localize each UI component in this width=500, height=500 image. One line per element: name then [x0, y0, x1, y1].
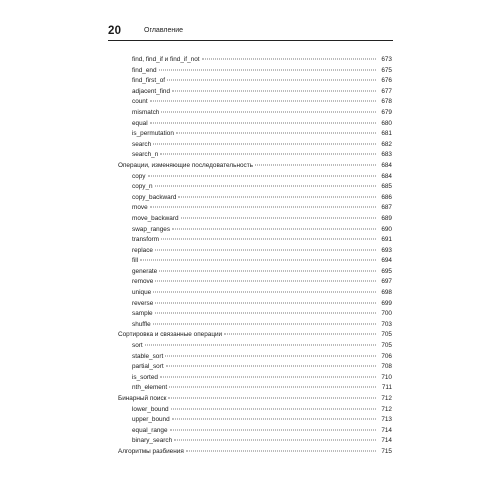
toc-entry-label: Алгоритмы разбиения [118, 447, 184, 455]
toc-subentry [118, 362, 392, 373]
dot-leader [153, 143, 376, 144]
header-title: Оглавление [144, 27, 184, 34]
toc-entry-label: find_end [132, 66, 157, 74]
dot-leader [186, 450, 376, 451]
toc-entry-page: 678 [381, 98, 392, 106]
toc-entry-page: 703 [381, 320, 392, 328]
toc-section-entry [118, 330, 392, 341]
dot-leader [150, 101, 376, 102]
dot-leader [181, 217, 376, 218]
dot-leader [168, 398, 376, 399]
toc-subentry [118, 436, 392, 447]
toc-entry-label: upper_bound [132, 416, 170, 424]
toc-entry-label: is_sorted [132, 373, 158, 381]
running-header [108, 24, 393, 41]
dot-leader [172, 419, 376, 420]
toc-subentry [118, 66, 392, 77]
dot-leader [170, 429, 376, 430]
toc-entry-label: sample [132, 310, 153, 318]
toc-subentry [118, 150, 392, 161]
dot-leader [169, 387, 376, 388]
toc-entry-label: binary_search [132, 437, 173, 445]
toc-entry-label: mismatch [132, 108, 160, 116]
dot-leader [155, 302, 376, 303]
dot-leader [153, 292, 376, 293]
toc-entry-page: 682 [381, 140, 392, 148]
toc-subentry [118, 214, 392, 225]
toc-entry-label: unique [132, 289, 152, 297]
toc-entry-label: is_permutation [132, 130, 174, 138]
toc-entry-page: 681 [381, 130, 392, 138]
toc-entry-page: 679 [381, 108, 392, 116]
dot-leader [150, 207, 376, 208]
toc-subentry [118, 76, 392, 87]
table-of-contents [118, 55, 392, 458]
toc-entry-page: 714 [381, 426, 392, 434]
toc-entry-page: 684 [381, 172, 392, 180]
toc-entry-label: equal [132, 119, 148, 127]
toc-subentry [118, 320, 392, 331]
toc-section-entry [118, 394, 392, 405]
toc-entry-label: move [132, 204, 148, 212]
toc-entry-page: 713 [381, 416, 392, 424]
toc-entry-page: 706 [381, 352, 392, 360]
toc-entry-label: replace [132, 246, 153, 254]
dot-leader [160, 154, 376, 155]
toc-entry-label: search_n [132, 151, 159, 159]
dot-leader [255, 164, 376, 165]
dot-leader [140, 260, 376, 261]
toc-entry-page: 677 [381, 87, 392, 95]
toc-subentry [118, 203, 392, 214]
toc-entry-page: 708 [381, 363, 392, 371]
toc-entry-page: 695 [381, 267, 392, 275]
toc-entry-label: Сортировка и связанные операции [118, 331, 223, 339]
toc-subentry [118, 55, 392, 66]
dot-leader [224, 334, 376, 335]
toc-entry-label: transform [132, 236, 159, 244]
toc-entry-page: 680 [381, 119, 392, 127]
toc-entry-page: 700 [381, 310, 392, 318]
toc-entry-page: 694 [381, 257, 392, 265]
toc-entry-page: 686 [381, 193, 392, 201]
toc-section-entry [118, 161, 392, 172]
toc-entry-label: generate [132, 267, 158, 275]
toc-entry-label: copy_backward [132, 193, 177, 201]
dot-leader [160, 376, 376, 377]
toc-entry-label: find, find_if и find_if_not [132, 56, 200, 63]
toc-entry-page: 684 [381, 161, 392, 169]
toc-entry-label: shuffle [132, 320, 151, 328]
toc-subentry [118, 140, 392, 151]
toc-subentry [118, 97, 392, 108]
toc-entry-page: 673 [381, 56, 392, 63]
toc-entry-label: copy_n [132, 183, 153, 191]
dot-leader [155, 186, 376, 187]
toc-subentry [118, 87, 392, 98]
toc-subentry [118, 172, 392, 183]
toc-subentry [118, 341, 392, 352]
dot-leader [161, 239, 376, 240]
toc-entry-page: 698 [381, 289, 392, 297]
toc-subentry [118, 299, 392, 310]
toc-entry-page: 714 [381, 437, 392, 445]
toc-entry-label: lower_bound [132, 405, 169, 413]
toc-subentry [118, 405, 392, 416]
toc-subentry [118, 309, 392, 320]
dot-leader [166, 366, 376, 367]
toc-subentry [118, 246, 392, 257]
toc-subentry [118, 182, 392, 193]
toc-subentry [118, 256, 392, 267]
dot-leader [178, 196, 376, 197]
page-number: 20 [108, 25, 122, 37]
toc-entry-label: equal_range [132, 426, 168, 434]
dot-leader [172, 228, 376, 229]
toc-entry-page: 685 [381, 183, 392, 191]
toc-subentry [118, 225, 392, 236]
toc-entry-page: 705 [381, 342, 392, 350]
toc-entry-page: 691 [381, 236, 392, 244]
toc-entry-page: 693 [381, 246, 392, 254]
dot-leader [174, 440, 376, 441]
toc-entry-page: 675 [381, 66, 392, 74]
dot-leader [202, 59, 376, 60]
toc-entry-label: stable_sort [132, 352, 164, 360]
toc-entry-label: find_first_of [132, 77, 166, 85]
toc-entry-page: 690 [381, 225, 392, 233]
dot-leader [159, 270, 376, 271]
dot-leader [172, 90, 376, 91]
dot-leader [145, 345, 376, 346]
toc-subentry [118, 277, 392, 288]
toc-entry-label: search [132, 140, 152, 148]
toc-entry-page: 712 [381, 395, 392, 402]
dot-leader [176, 133, 376, 134]
dot-leader [150, 122, 376, 123]
toc-subentry [118, 119, 392, 130]
toc-entry-label: adjacent_find [132, 87, 171, 95]
toc-entry-label: Операции, изменяющие последовательность [118, 161, 253, 169]
toc-subentry [118, 267, 392, 278]
toc-entry-label: move_backward [132, 214, 179, 222]
toc-subentry [118, 129, 392, 140]
toc-entry-page: 676 [381, 77, 392, 85]
toc-subentry [118, 415, 392, 426]
dot-leader [159, 69, 376, 70]
toc-subentry [118, 426, 392, 437]
dot-leader [155, 281, 376, 282]
toc-entry-label: count [132, 98, 148, 106]
toc-entry-label: reverse [132, 299, 154, 307]
toc-entry-page: 715 [381, 447, 392, 455]
toc-entry-label: copy [132, 172, 146, 180]
dot-leader [165, 355, 376, 356]
toc-entry-page: 683 [381, 151, 392, 159]
dot-leader [155, 249, 376, 250]
dot-leader [167, 80, 376, 81]
toc-entry-label: sort [132, 342, 143, 350]
toc-entry-page: 705 [381, 331, 392, 339]
toc-subentry [118, 352, 392, 363]
dot-leader [155, 313, 376, 314]
dot-leader [148, 175, 377, 176]
toc-subentry [118, 108, 392, 119]
toc-entry-label: swap_ranges [132, 225, 171, 233]
toc-entry-label: fill [132, 257, 139, 265]
toc-subentry [118, 235, 392, 246]
toc-subentry [118, 193, 392, 204]
toc-entry-page: 697 [381, 278, 392, 286]
toc-subentry [118, 383, 392, 394]
toc-entry-label: nth_element [132, 384, 168, 392]
toc-entry-page: 711 [381, 384, 392, 392]
dot-leader [153, 323, 376, 324]
toc-entry-page: 699 [381, 299, 392, 307]
toc-entry-page: 689 [381, 214, 392, 222]
toc-entry-label: Бинарный поиск [118, 395, 167, 402]
toc-section-entry [118, 447, 392, 458]
toc-entry-page: 710 [381, 373, 392, 381]
dot-leader [171, 408, 376, 409]
toc-subentry [118, 288, 392, 299]
toc-entry-label: partial_sort [132, 363, 164, 371]
toc-entry-label: remove [132, 278, 154, 286]
toc-entry-page: 712 [381, 405, 392, 413]
toc-subentry [118, 373, 392, 384]
dot-leader [161, 111, 376, 112]
toc-entry-page: 687 [381, 204, 392, 212]
